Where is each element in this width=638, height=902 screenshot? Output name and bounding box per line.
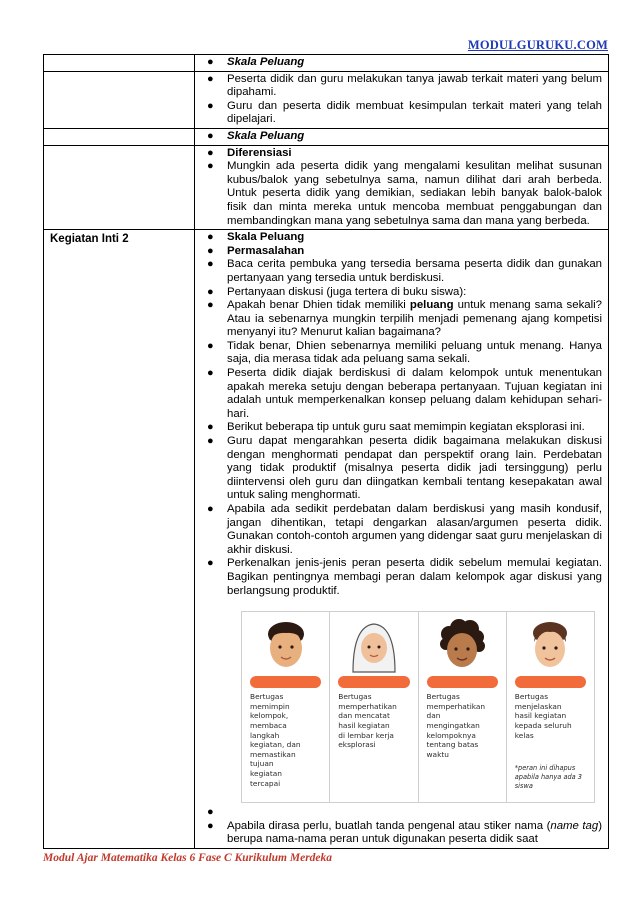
bullet-icon: ● <box>207 367 214 380</box>
role-description: Bertugas menjelaskan hasil kegiatan kepada seluruh kelas <box>514 692 572 740</box>
boy-avatar-icon <box>523 618 577 674</box>
content-cell <box>195 145 609 230</box>
table-row <box>44 71 609 128</box>
label-cell <box>44 128 195 145</box>
bullet-icon: ● <box>207 258 214 271</box>
activity-label: Kegiatan Inti 2 <box>50 233 129 246</box>
table-row <box>44 145 609 230</box>
list-item: ● Permasalahan <box>207 244 305 257</box>
bullet-icon: ● <box>207 285 214 298</box>
bullet-icon: ● <box>207 129 214 142</box>
list-item: ● Skala Peluang <box>207 56 305 68</box>
bullet-icon: ● <box>207 231 214 244</box>
label-cell <box>44 230 195 849</box>
list-item: ● Diferensiasi <box>207 146 292 159</box>
role-description: Bertugas memperhatikan dan mengingatkan kelompoknya tentang batas waktu <box>426 692 486 759</box>
table-row <box>44 230 609 849</box>
bullet-icon: ● <box>207 819 214 832</box>
content-cell <box>195 230 609 849</box>
list-item <box>195 806 602 820</box>
bullet-icon: ● <box>207 146 214 159</box>
list-item: ● Perkenalkan jenis-jenis peran peserta didik sebelum memulai kegiatan. Bagikan pentingnya membagi peran dalam kelompok agar diskusi yang berlangsung produktif. <box>207 557 602 597</box>
label-cell <box>44 71 195 128</box>
bullet-icon: ● <box>207 339 214 352</box>
boy-avatar-icon <box>259 618 313 674</box>
list-item: ● Apabila dirasa perlu, buatlah tanda pengenal atau stiker nama (name tag) berupa nama-nama peran untuk digunakan peserta didik saat <box>207 819 602 846</box>
bullet-icon: ● <box>207 806 214 819</box>
role-note: *peran ini dihapus apabila hanya ada 3 siswa <box>514 764 582 791</box>
bullet-icon: ● <box>207 72 214 85</box>
list-item: ● Tidak benar, Dhien sebenarnya memiliki peluang untuk menang. Hanya saja, dia merasa tidak ada peluang sama sekali. <box>207 339 602 366</box>
content-cell <box>195 55 609 72</box>
list-item: ● Mungkin ada peserta didik yang mengalami kesulitan melihat susunan kubus/balok yang sebetulnya sama, namun dilihat dari arah berbeda. Untuk peserta didik yang demikian, sediakan lebih banyak balok-balok fisik dan minta mereka untuk mencoba membuat penggabungan dan membandingkan mana yang sebetulnya sama dan mana yang berbeda. <box>207 160 602 227</box>
bullet-icon: ● <box>207 160 214 173</box>
label-cell <box>44 55 195 72</box>
list-item: ● Apakah benar Dhien tidak memiliki peluang untuk menang sama sekali? Atau ia sebenarnya mungkin terpilih menjadi pemenang ajang kompetisi menyanyi itu? Menurut kalian bagaimana? <box>207 299 603 339</box>
list-item: ● Guru dapat mengarahkan peserta didik bagaimana melakukan diskusi dengan menghormati pendapat dan perspektif orang lain. Perdebatan yang tidak produktif (misalnya peserta didik jadi tersinggung) perlu diintervensi oleh guru dan diingatkan kembali tentang kesepakatan awal untuk saling menghormati. <box>207 435 602 502</box>
list-item: ● Peserta didik dan guru melakukan tanya jawab terkait materi yang belum dipahami. <box>207 72 602 99</box>
curly-hair-avatar-icon <box>435 618 489 674</box>
role-card-timekeeper <box>419 612 507 802</box>
bullet-icon: ● <box>207 503 214 515</box>
table-row <box>44 55 609 72</box>
label-cell <box>44 145 195 230</box>
list-item: ● Skala Peluang <box>207 231 305 244</box>
role-card-recorder <box>330 612 418 802</box>
content-cell <box>195 128 609 145</box>
bullet-icon: ● <box>207 99 214 112</box>
role-description: Bertugas memperhatikan dan mencatat hasil kegiatan di lembar kerja eksplorasi <box>338 692 397 750</box>
role-color-bar <box>515 676 586 688</box>
content-cell <box>195 71 609 128</box>
bullet-icon: ● <box>207 244 214 257</box>
role-card-presenter <box>507 612 594 802</box>
list-item: ● Peserta didik diajak berdiskusi di dalam kelompok untuk menentukan apakah mereka setuju dengan beberapa pertanyaan. Tujuan kegiatan ini adalah untuk memperkenalkan konsep peluang dalam kehidupan sehari-hari. <box>207 367 602 420</box>
role-illustration <box>241 611 595 803</box>
list-item: ● Baca cerita pembuka yang tersedia bersama peserta didik dan gunakan pertanyaan yang tersedia untuk berdiskusi. <box>207 258 602 284</box>
girl-hijab-avatar-icon <box>347 618 401 674</box>
bullet-icon: ● <box>207 421 214 434</box>
list-item: ● Berikut beberapa tip untuk guru saat memimpin kegiatan eksplorasi ini. <box>207 421 585 434</box>
role-card-leader <box>242 612 330 802</box>
role-color-bar <box>250 676 321 688</box>
role-description: Bertugas memimpin kelompok, membaca langkah kegiatan, dan memastikan tujuan kegiatan tercapai <box>250 692 301 788</box>
list-item: ● Pertanyaan diskusi (juga tertera di buku siswa): <box>207 285 467 298</box>
bullet-icon: ● <box>207 299 214 312</box>
site-header-link[interactable]: MODULGURUKU.COM <box>467 38 608 52</box>
bullet-icon: ● <box>207 56 214 68</box>
bullet-icon: ● <box>207 557 214 570</box>
lesson-table <box>43 54 609 849</box>
role-color-bar <box>427 676 498 688</box>
list-item: ● Guru dan peserta didik membuat kesimpulan terkait materi yang telah dipelajari. <box>207 99 602 126</box>
role-color-bar <box>338 676 409 688</box>
page-footer: Modul Ajar Matematika Kelas 6 Fase C Kurikulum Merdeka <box>43 852 333 864</box>
table-row <box>44 128 609 145</box>
list-item: ● Apabila ada sedikit perdebatan dalam berdiskusi yang masih kondusif, jangan dihentikan, tetapi dengarkan alasan/argumen peserta didik. Gunakan contoh-contoh argumen yang didengar saat guru menjelaskan di akhir diskusi. <box>207 503 602 556</box>
list-item: ● Skala Peluang <box>207 129 305 142</box>
bullet-icon: ● <box>207 435 214 448</box>
